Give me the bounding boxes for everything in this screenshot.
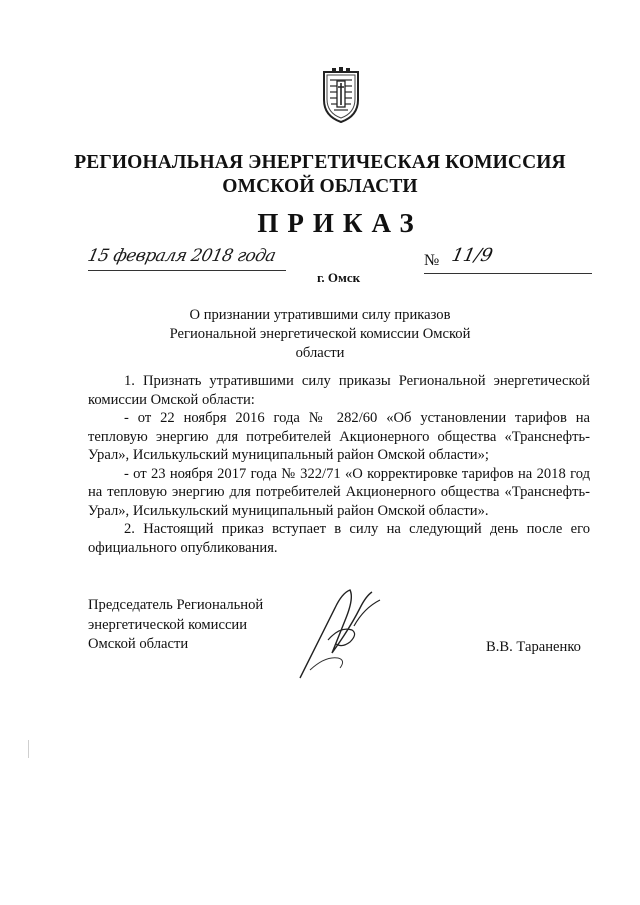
position-line1: Председатель Региональной: [88, 597, 264, 613]
omsk-coat-of-arms-icon: [318, 66, 364, 124]
signatory-position: [88, 596, 263, 655]
date-underline: [88, 270, 286, 271]
subject-line2: Региональной энергетической комиссии Омской области: [169, 326, 471, 361]
position-line2: энергетической комиссии: [88, 616, 248, 633]
organization-name-line2: ОМСКОЙ ОБЛАСТИ: [222, 176, 418, 197]
paragraph-2: - от 22 ноября 2016 года № 282/60 «Об установлении тарифов на тепловую энергию для потребителей Акционерного общества «Транснефть-Урал», Исилькульский муниципальный район Омской области»;: [88, 410, 590, 463]
document-city: г. Омск: [317, 270, 361, 285]
number-underline: [424, 273, 592, 274]
number-label: №: [424, 252, 440, 269]
organization-name-line1: РЕГИОНАЛЬНАЯ ЭНЕРГЕТИЧЕСКАЯ КОМИССИЯ: [74, 152, 566, 173]
order-body: [88, 372, 590, 557]
document-number: 11/9: [449, 245, 495, 266]
document-title: ПРИКАЗ: [257, 208, 423, 238]
paragraph-3: - от 23 ноября 2017 года № 322/71 «О корректировке тарифов на 2018 год на тепловую энергию для потребителей Акционерного общества «Транснефть-Урал», Исилькульский муниципальный район Омской области».: [88, 465, 590, 519]
signatory-name: В.В. Тараненко: [486, 639, 581, 655]
paragraph-4: 2. Настоящий приказ вступает в силу на следующий день после его официального опубликования.: [88, 521, 590, 556]
document-date: 15 февраля 2018 года: [85, 246, 278, 266]
paragraph-1: 1. Признать утратившими силу приказы Региональной энергетической комиссии Омской области:: [88, 373, 590, 408]
position-line3: Омской области: [88, 636, 189, 652]
handwritten-signature-icon: [280, 578, 400, 688]
margin-mark: [28, 740, 29, 758]
subject-line1: О признании утратившими силу приказов: [189, 307, 451, 323]
